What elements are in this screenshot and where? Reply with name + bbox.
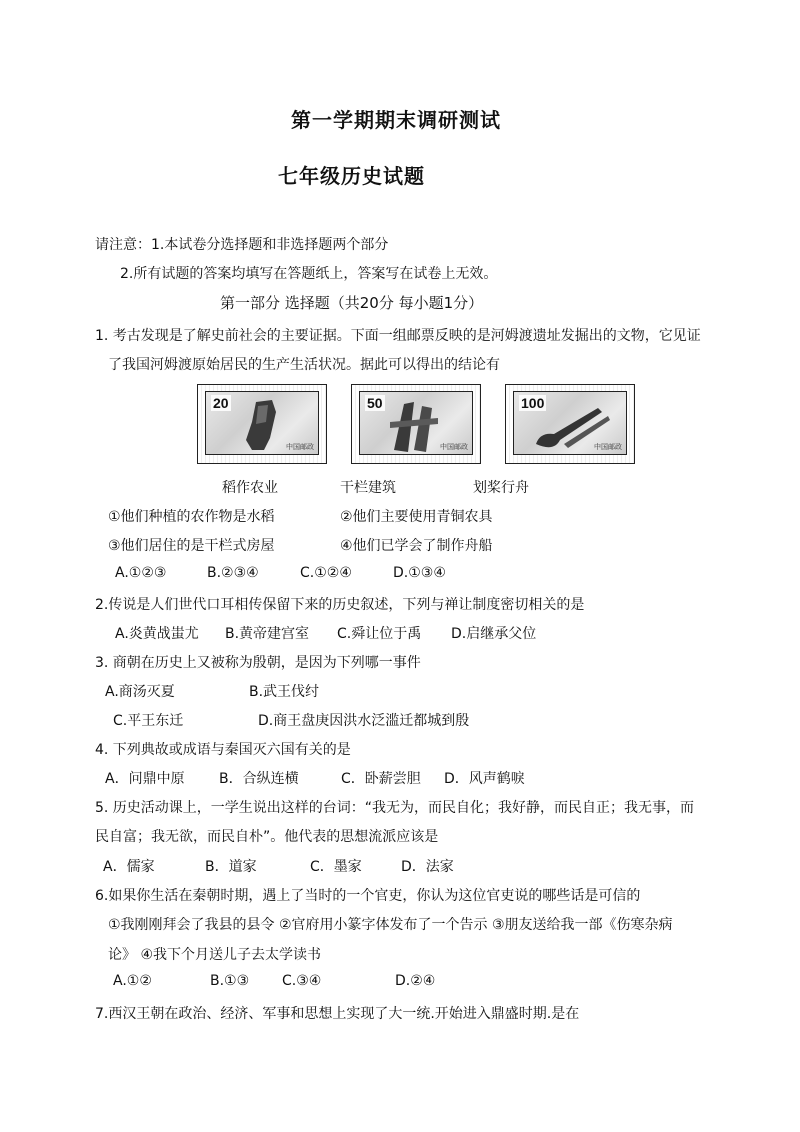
- q2-option-d[interactable]: D.启继承父位: [451, 626, 537, 642]
- stamp-country: 中国邮政: [286, 443, 314, 451]
- q3-option-b[interactable]: B.武王伐纣: [249, 684, 320, 700]
- notice-line-2: 2.所有试题的答案均填写在答题纸上，答案写在试卷上无效。: [120, 266, 498, 282]
- q1-stem-line-1: 1. 考古发现是了解史前社会的主要证据。下面一组邮票反映的是河姆渡遗址发掘出的文物，它见证: [95, 328, 701, 344]
- q1-statement-2: ②他们主要使用青铜农具: [340, 509, 493, 525]
- exam-title: 第一学期期末调研测试: [291, 108, 501, 132]
- q1-statement-3: ③他们居住的是干栏式房屋: [108, 538, 275, 554]
- q6-option-d[interactable]: D.②④: [395, 973, 436, 989]
- q1-option-d[interactable]: D.①③④: [393, 565, 446, 581]
- stamp-caption-1: 稻作农业: [222, 480, 278, 496]
- q6-option-a[interactable]: A.①②: [113, 973, 152, 989]
- q5-stem-line-1: 5. 历史活动课上，一学生说出这样的台词：“我无为，而民自化；我好静，而民自正；我无事，而: [95, 800, 695, 816]
- q5-option-b[interactable]: B．道家: [205, 859, 257, 875]
- q4-stem: 4. 下列典故或成语与秦国灭六国有关的是: [95, 742, 351, 758]
- q1-statement-1: ①他们种植的农作物是水稻: [108, 509, 275, 525]
- q4-option-b[interactable]: B．合纵连横: [219, 771, 299, 787]
- q1-stem-line-2: 了我国河姆渡原始居民的生产生活状况。据此可以得出的结论有: [108, 357, 500, 373]
- q1-option-a[interactable]: A.①②③: [115, 565, 167, 581]
- q5-option-a[interactable]: A．儒家: [103, 859, 155, 875]
- stamp-value: 20: [213, 395, 229, 411]
- q6-statements-line-2: 论》 ④我下个月送儿子去太学读书: [108, 947, 322, 963]
- q1-option-b[interactable]: B.②③④: [207, 565, 259, 581]
- stamp-paddle-boat: [505, 384, 635, 464]
- notice-line-1: 请注意：1.本试卷分选择题和非选择题两个部分: [95, 237, 389, 253]
- q2-option-b[interactable]: B.黄帝建宫室: [225, 626, 310, 642]
- stamp-value: 50: [367, 395, 383, 411]
- q6-statements-line-1: ①我刚刚拜会了我县的县令 ②官府用小篆字体发布了一个告示 ③朋友送给我一部《伤寒杂病: [108, 917, 673, 933]
- q3-option-c[interactable]: C.平王东迁: [113, 713, 184, 729]
- stamp-value: 100: [521, 395, 545, 411]
- q7-stem: 7.西汉王朝在政治、经济、军事和思想上实现了大一统.开始进入鼎盛时期.是在: [95, 1006, 580, 1022]
- q3-option-a[interactable]: A.商汤灭夏: [105, 684, 175, 700]
- q2-option-c[interactable]: C.舜让位于禹: [337, 626, 422, 642]
- stamp-rice-farming: [197, 384, 327, 464]
- stamp-country: 中国邮政: [440, 443, 468, 451]
- stamp-stilt-house: [351, 384, 481, 464]
- q3-stem: 3. 商朝在历史上又被称为殷朝，是因为下列哪一事件: [95, 655, 421, 671]
- q5-option-c[interactable]: C．墨家: [310, 859, 362, 875]
- q4-option-a[interactable]: A．问鼎中原: [105, 771, 185, 787]
- q4-option-d[interactable]: D．风声鹤唳: [444, 771, 525, 787]
- section-heading: 第一部分 选择题（共20分 每小题1分）: [220, 294, 484, 312]
- stamp-caption-2: 干栏建筑: [340, 480, 396, 496]
- q6-option-b[interactable]: B.①③: [210, 973, 250, 989]
- q1-statement-4: ④他们已学会了制作舟船: [340, 538, 493, 554]
- q1-option-c[interactable]: C.①②④: [300, 565, 352, 581]
- q6-option-c[interactable]: C.③④: [282, 973, 322, 989]
- stamp-country: 中国邮政: [594, 443, 622, 451]
- exam-subtitle: 七年级历史试题: [278, 164, 425, 188]
- stamp-caption-3: 划桨行舟: [473, 480, 529, 496]
- q6-stem: 6.如果你生活在秦朝时期，遇上了当时的一个官吏，你认为这位官吏说的哪些话是可信的: [95, 888, 641, 904]
- q2-stem: 2.传说是人们世代口耳相传保留下来的历史叙述，下列与禅让制度密切相关的是: [95, 597, 585, 613]
- q5-option-d[interactable]: D．法家: [401, 859, 454, 875]
- q2-option-a[interactable]: A.炎黄战蚩尤: [115, 626, 199, 642]
- q3-option-d[interactable]: D.商王盘庚因洪水泛滥迁都城到殷: [258, 713, 470, 729]
- q4-option-c[interactable]: C．卧薪尝胆: [341, 771, 421, 787]
- q5-stem-line-2: 民自富；我无欲，而民自朴”。他代表的思想流派应该是: [95, 829, 439, 845]
